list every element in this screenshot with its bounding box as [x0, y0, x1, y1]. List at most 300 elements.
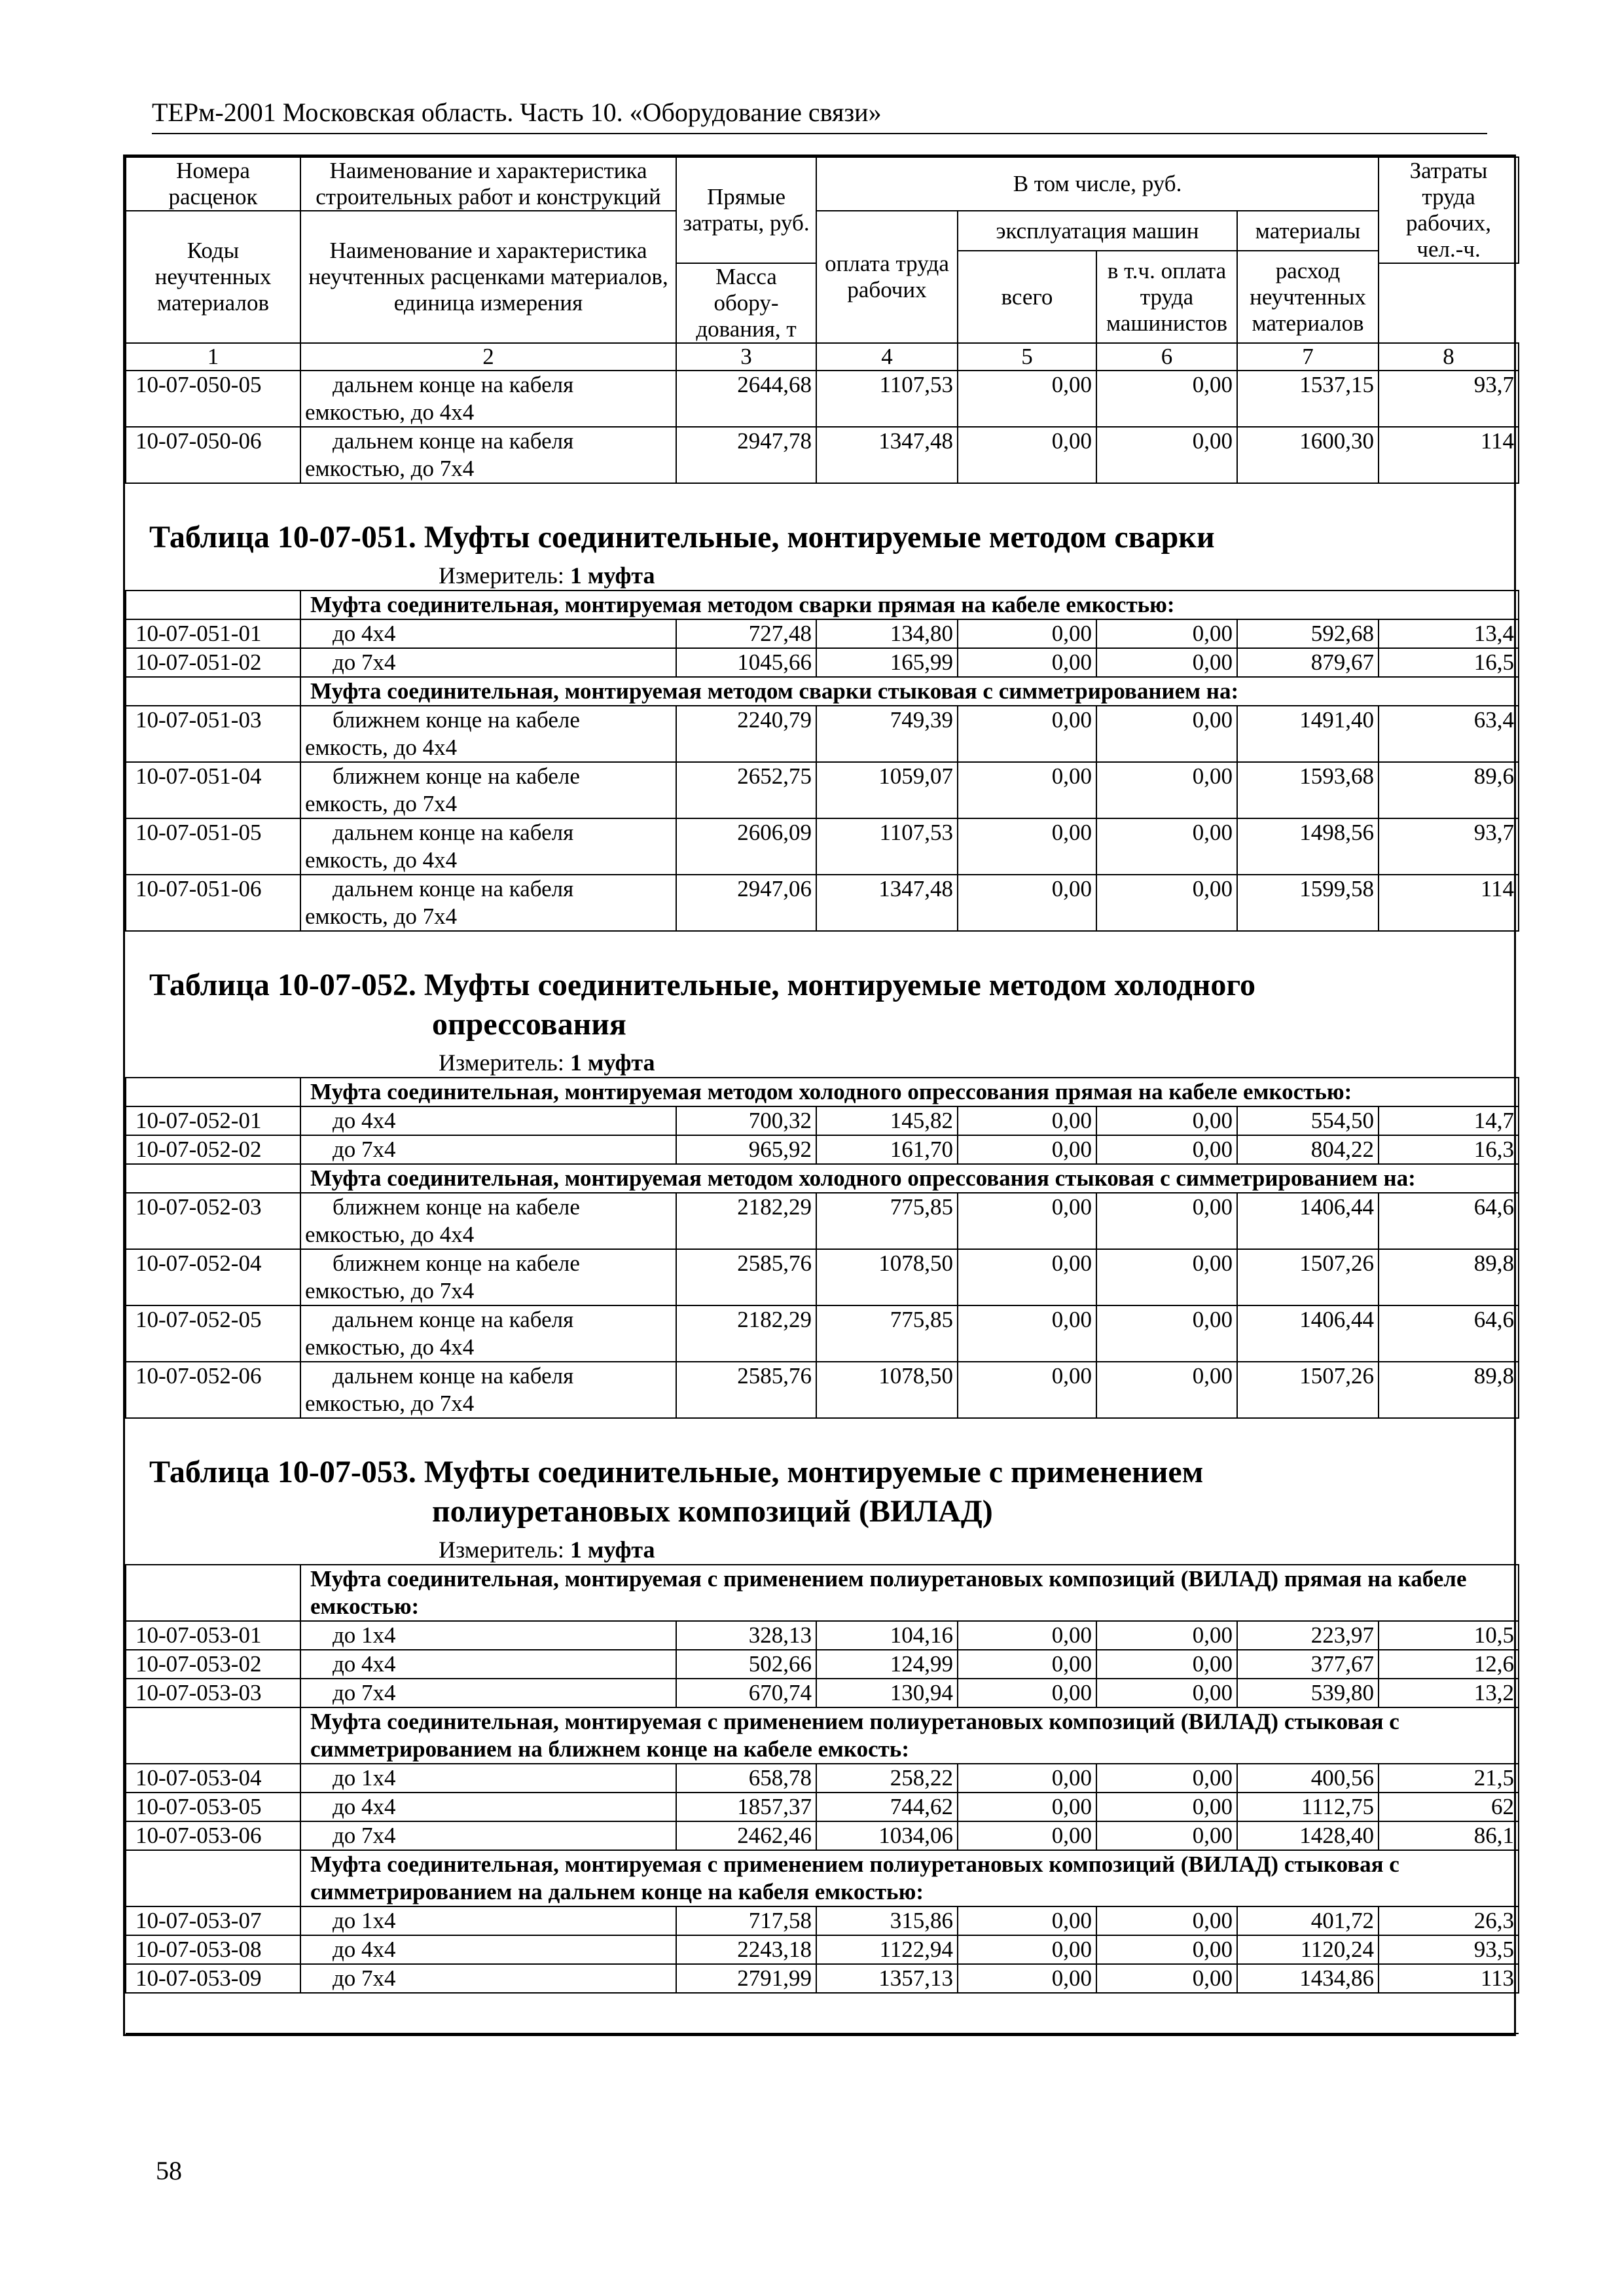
- machines-total: 0,00: [958, 619, 1096, 648]
- direct-cost: 700,32: [676, 1106, 816, 1135]
- work-name: [300, 1821, 676, 1850]
- machines-total: 0,00: [958, 1679, 1096, 1707]
- materials-cost: 592,68: [1237, 619, 1379, 648]
- direct-cost: 2182,29: [676, 1193, 816, 1249]
- rate-code: 10-07-052-03: [126, 1193, 300, 1249]
- table-row: [126, 1650, 1519, 1679]
- direct-cost: 2606,09: [676, 818, 816, 875]
- table-head: [126, 157, 1519, 371]
- table-row: [126, 762, 1519, 818]
- section-title: Муфта соединительная, монтируемая методом холодного опрессования прямая на кабеле емкостью:: [300, 1078, 1519, 1106]
- materials-cost: 1120,24: [1237, 1935, 1379, 1964]
- table-title-line2: опрессования: [432, 1007, 626, 1042]
- table-row: [126, 1964, 1519, 1993]
- machines-labor: 0,00: [1096, 1793, 1237, 1821]
- materials-cost: 400,56: [1237, 1764, 1379, 1793]
- table-title-line1: Таблица 10-07-053. Муфты соединительные, монтируемые с применением: [149, 1455, 1204, 1489]
- work-name-line2: емкостью, до 4х4: [305, 399, 475, 425]
- labor-hours: 93,7: [1379, 371, 1519, 427]
- machines-total: 0,00: [958, 648, 1096, 677]
- machines-total: 0,00: [958, 1135, 1096, 1164]
- table-title-line1: Таблица 10-07-052. Муфты соединительные, монтируемые методом холодного: [149, 968, 1256, 1002]
- section-header-row: [126, 677, 1519, 706]
- labor-hours: 16,5: [1379, 648, 1519, 677]
- section-header-row: [126, 1850, 1519, 1906]
- work-name: [300, 1135, 676, 1164]
- col-materials-unacc-header: расход неучтенных материалов: [1237, 251, 1379, 343]
- direct-cost: 2791,99: [676, 1964, 816, 1993]
- meter: [130, 1044, 1515, 1077]
- labor-hours: 64,6: [1379, 1305, 1519, 1362]
- work-name: [300, 1793, 676, 1821]
- labor-hours: 16,3: [1379, 1135, 1519, 1164]
- table-title: [130, 1419, 1515, 1531]
- labor-pay: 104,16: [816, 1621, 958, 1650]
- document-title: ТЕРм-2001 Московская область. Часть 10. «Оборудование связи»: [152, 98, 882, 127]
- rate-code: 10-07-053-05: [126, 1793, 300, 1821]
- direct-cost: 2652,75: [676, 762, 816, 818]
- labor-hours: 62: [1379, 1793, 1519, 1821]
- materials-cost: 1507,26: [1237, 1362, 1379, 1418]
- spacer-cell: [126, 1993, 1519, 2033]
- machines-total: 0,00: [958, 1764, 1096, 1793]
- direct-cost: 2585,76: [676, 1249, 816, 1305]
- work-name-line1: ближнем конце на кабеле: [333, 763, 580, 789]
- column-number-row: [126, 343, 1519, 371]
- labor-pay: 1107,53: [816, 818, 958, 875]
- labor-hours: 63,4: [1379, 706, 1519, 762]
- materials-cost: 879,67: [1237, 648, 1379, 677]
- labor-pay: 744,62: [816, 1793, 958, 1821]
- rates-table: [125, 156, 1519, 2034]
- machines-labor: 0,00: [1096, 1193, 1237, 1249]
- column-number: 6: [1096, 343, 1237, 371]
- section-empty-cell: [126, 1707, 300, 1764]
- labor-hours: 89,6: [1379, 762, 1519, 818]
- machines-total: 0,00: [958, 762, 1096, 818]
- direct-cost: 727,48: [676, 619, 816, 648]
- machines-labor: 0,00: [1096, 1621, 1237, 1650]
- work-name-line1: до 4х4: [333, 1651, 396, 1677]
- section-title: Муфта соединительная, монтируемая с применением полиуретановых композиций (ВИЛАД) стыковая с симметрированием на ближнем конце на кабеле емкость:: [300, 1707, 1519, 1764]
- work-name-line2: емкость, до 7х4: [305, 903, 458, 929]
- rate-code: 10-07-053-09: [126, 1964, 300, 1993]
- section-title: Муфта соединительная, монтируемая с применением полиуретановых композиций (ВИЛАД) прямая на кабеле емкостью:: [300, 1565, 1519, 1621]
- machines-labor: 0,00: [1096, 1935, 1237, 1964]
- work-name: [300, 1650, 676, 1679]
- work-name-line1: до 7х4: [333, 1680, 396, 1705]
- labor-hours: 89,8: [1379, 1249, 1519, 1305]
- work-name-line1: дальнем конце на кабеля: [333, 372, 574, 397]
- machines-labor: 0,00: [1096, 1764, 1237, 1793]
- work-name-line1: до 7х4: [333, 649, 396, 675]
- work-name: [300, 1764, 676, 1793]
- table-title-cell: [126, 931, 1519, 1078]
- machines-total: 0,00: [958, 706, 1096, 762]
- meter-label: Измеритель:: [439, 1537, 564, 1563]
- labor-pay: 1059,07: [816, 762, 958, 818]
- column-number: 1: [126, 343, 300, 371]
- machines-total: 0,00: [958, 1362, 1096, 1418]
- work-name-line2: емкость, до 4х4: [305, 847, 458, 873]
- section-empty-cell: [126, 1850, 300, 1906]
- col-equipment-mass-header: Масса обору-дования, т: [676, 263, 816, 343]
- machines-labor: 0,00: [1096, 619, 1237, 648]
- direct-cost: 2182,29: [676, 1305, 816, 1362]
- col-codes-header: Коды неучтенных материалов: [126, 211, 300, 343]
- materials-cost: 1507,26: [1237, 1249, 1379, 1305]
- table-title-row: [126, 931, 1519, 1078]
- materials-cost: 554,50: [1237, 1106, 1379, 1135]
- labor-pay: 1107,53: [816, 371, 958, 427]
- direct-cost: 2585,76: [676, 1362, 816, 1418]
- work-name-line1: ближнем конце на кабеле: [333, 707, 580, 733]
- materials-cost: 1498,56: [1237, 818, 1379, 875]
- machines-labor: 0,00: [1096, 1650, 1237, 1679]
- table-row: [126, 875, 1519, 931]
- materials-cost: 401,72: [1237, 1906, 1379, 1935]
- rate-code: 10-07-051-02: [126, 648, 300, 677]
- materials-cost: 804,22: [1237, 1135, 1379, 1164]
- column-number: 3: [676, 343, 816, 371]
- machines-total: 0,00: [958, 371, 1096, 427]
- work-name: [300, 648, 676, 677]
- work-name: [300, 619, 676, 648]
- work-name-line2: емкость, до 4х4: [305, 735, 458, 760]
- machines-labor: 0,00: [1096, 1249, 1237, 1305]
- labor-pay: 775,85: [816, 1305, 958, 1362]
- machines-labor: 0,00: [1096, 875, 1237, 931]
- col-including-header: В том числе, руб.: [816, 157, 1379, 211]
- rate-code: 10-07-051-05: [126, 818, 300, 875]
- work-name: [300, 818, 676, 875]
- work-name: [300, 875, 676, 931]
- labor-hours: 113: [1379, 1964, 1519, 1993]
- table-title-row: [126, 483, 1519, 591]
- rate-code: 10-07-053-03: [126, 1679, 300, 1707]
- meter-label: Измеритель:: [439, 562, 564, 589]
- machines-labor: 0,00: [1096, 1362, 1237, 1418]
- materials-cost: 539,80: [1237, 1679, 1379, 1707]
- rate-code: 10-07-053-01: [126, 1621, 300, 1650]
- labor-pay: 1078,50: [816, 1249, 958, 1305]
- labor-hours: 13,2: [1379, 1679, 1519, 1707]
- machines-total: 0,00: [958, 427, 1096, 483]
- table-title: [130, 484, 1515, 557]
- rate-code: 10-07-050-06: [126, 427, 300, 483]
- work-name: [300, 1964, 676, 1993]
- rate-code: 10-07-053-02: [126, 1650, 300, 1679]
- materials-cost: 1600,30: [1237, 427, 1379, 483]
- work-name-line1: до 1х4: [333, 1622, 396, 1648]
- labor-hours: 13,4: [1379, 619, 1519, 648]
- work-name-line1: до 4х4: [333, 1937, 396, 1962]
- page-number: 58: [156, 2156, 182, 2185]
- work-name-line1: до 4х4: [333, 1794, 396, 1819]
- work-name: [300, 1249, 676, 1305]
- work-name-line1: ближнем конце на кабеле: [333, 1250, 580, 1276]
- labor-pay: 124,99: [816, 1650, 958, 1679]
- materials-cost: 1434,86: [1237, 1964, 1379, 1993]
- table-title-cell: [126, 1418, 1519, 1565]
- work-name-line1: ближнем конце на кабеле: [333, 1194, 580, 1220]
- section-empty-cell: [126, 591, 300, 619]
- rate-code: 10-07-052-04: [126, 1249, 300, 1305]
- rate-code: 10-07-051-01: [126, 619, 300, 648]
- labor-pay: 1357,13: [816, 1964, 958, 1993]
- materials-cost: 1599,58: [1237, 875, 1379, 931]
- materials-cost: 1537,15: [1237, 371, 1379, 427]
- materials-cost: 1491,40: [1237, 706, 1379, 762]
- work-name-line2: емкостью, до 4х4: [305, 1222, 475, 1247]
- table-title-cell: [126, 483, 1519, 591]
- section-title: Муфта соединительная, монтируемая методом холодного опрессования стыковая с симметрированием на:: [300, 1164, 1519, 1193]
- machines-total: 0,00: [958, 1249, 1096, 1305]
- section-header-row: [126, 1565, 1519, 1621]
- machines-total: 0,00: [958, 818, 1096, 875]
- direct-cost: 670,74: [676, 1679, 816, 1707]
- materials-cost: 1406,44: [1237, 1193, 1379, 1249]
- direct-cost: 2947,78: [676, 427, 816, 483]
- table-title-line2: полиуретановых композиций (ВИЛАД): [432, 1494, 993, 1529]
- labor-pay: 749,39: [816, 706, 958, 762]
- labor-pay: 130,94: [816, 1679, 958, 1707]
- work-name-line2: емкостью, до 7х4: [305, 456, 475, 481]
- labor-hours: 86,1: [1379, 1821, 1519, 1850]
- labor-pay: 1034,06: [816, 1821, 958, 1850]
- direct-cost: 965,92: [676, 1135, 816, 1164]
- section-header-row: [126, 591, 1519, 619]
- section-header-row: [126, 1707, 1519, 1764]
- machines-labor: 0,00: [1096, 818, 1237, 875]
- machines-total: 0,00: [958, 1193, 1096, 1249]
- table-row: [126, 1621, 1519, 1650]
- section-title: Муфта соединительная, монтируемая методом сварки прямая на кабеле емкостью:: [300, 591, 1519, 619]
- meter: [130, 1531, 1515, 1564]
- work-name: [300, 1935, 676, 1964]
- work-name-line1: до 4х4: [333, 1108, 396, 1133]
- work-name-line2: емкость, до 7х4: [305, 791, 458, 816]
- table-title-row: [126, 1418, 1519, 1565]
- work-name-line1: дальнем конце на кабеля: [333, 428, 574, 454]
- work-name-line1: до 7х4: [333, 1965, 396, 1991]
- work-name: [300, 1906, 676, 1935]
- machines-labor: 0,00: [1096, 371, 1237, 427]
- work-name-line1: до 1х4: [333, 1765, 396, 1791]
- materials-cost: 1406,44: [1237, 1305, 1379, 1362]
- table-row: [126, 1135, 1519, 1164]
- machines-total: 0,00: [958, 1935, 1096, 1964]
- direct-cost: 1045,66: [676, 648, 816, 677]
- work-name: [300, 762, 676, 818]
- work-name: [300, 1679, 676, 1707]
- table-row: [126, 1935, 1519, 1964]
- rate-code: 10-07-050-05: [126, 371, 300, 427]
- rate-code: 10-07-051-06: [126, 875, 300, 931]
- direct-cost: 717,58: [676, 1906, 816, 1935]
- work-name-line1: дальнем конце на кабеля: [333, 820, 574, 845]
- labor-hours: 10,5: [1379, 1621, 1519, 1650]
- table-title: [130, 932, 1515, 1044]
- labor-pay: 1347,48: [816, 427, 958, 483]
- rate-code: 10-07-051-04: [126, 762, 300, 818]
- machines-total: 0,00: [958, 1106, 1096, 1135]
- meter: [130, 557, 1515, 590]
- section-header-row: [126, 1164, 1519, 1193]
- rate-code: 10-07-051-03: [126, 706, 300, 762]
- table-row: [126, 1793, 1519, 1821]
- machines-labor: 0,00: [1096, 762, 1237, 818]
- section-empty-cell: [126, 1164, 300, 1193]
- machines-labor: 0,00: [1096, 706, 1237, 762]
- labor-pay: 315,86: [816, 1906, 958, 1935]
- machines-labor: 0,00: [1096, 1135, 1237, 1164]
- materials-cost: 1428,40: [1237, 1821, 1379, 1850]
- table-row: [126, 1106, 1519, 1135]
- direct-cost: 2947,06: [676, 875, 816, 931]
- direct-cost: 502,66: [676, 1650, 816, 1679]
- table-bottom-spacer: [126, 1993, 1519, 2033]
- work-name-line1: дальнем конце на кабеля: [333, 1363, 574, 1389]
- machines-labor: 0,00: [1096, 1106, 1237, 1135]
- work-name-line1: дальнем конце на кабеля: [333, 876, 574, 902]
- work-name: [300, 1305, 676, 1362]
- column-number: 7: [1237, 343, 1379, 371]
- section-empty-cell: [126, 1565, 300, 1621]
- col-materials-header: материалы: [1237, 211, 1379, 251]
- labor-hours: 14,7: [1379, 1106, 1519, 1135]
- work-name: [300, 1362, 676, 1418]
- work-name: [300, 1193, 676, 1249]
- work-name: [300, 427, 676, 483]
- labor-hours: 89,8: [1379, 1362, 1519, 1418]
- col-numbers-header: Номера расценок: [126, 157, 300, 211]
- labor-pay: 775,85: [816, 1193, 958, 1249]
- labor-pay: 134,80: [816, 619, 958, 648]
- work-name: [300, 371, 676, 427]
- rate-code: 10-07-053-08: [126, 1935, 300, 1964]
- work-name-line1: до 4х4: [333, 621, 396, 646]
- machines-labor: 0,00: [1096, 1906, 1237, 1935]
- page-header: [152, 97, 1487, 134]
- labor-pay: 145,82: [816, 1106, 958, 1135]
- machines-labor: 0,00: [1096, 427, 1237, 483]
- machines-labor: 0,00: [1096, 648, 1237, 677]
- section-empty-cell: [126, 677, 300, 706]
- table-row: [126, 1193, 1519, 1249]
- materials-cost: 1593,68: [1237, 762, 1379, 818]
- machines-labor: 0,00: [1096, 1821, 1237, 1850]
- direct-cost: 2240,79: [676, 706, 816, 762]
- table-row: [126, 427, 1519, 483]
- labor-hours: 93,7: [1379, 818, 1519, 875]
- machines-total: 0,00: [958, 1305, 1096, 1362]
- col-machines-incl-header: в т.ч. оплата труда машинистов: [1096, 251, 1237, 343]
- machines-labor: 0,00: [1096, 1679, 1237, 1707]
- col-machines-total-header: всего: [958, 251, 1096, 343]
- table-body: [126, 371, 1519, 2033]
- direct-cost: 658,78: [676, 1764, 816, 1793]
- section-title: Муфта соединительная, монтируемая с применением полиуретановых композиций (ВИЛАД) стыковая с симметрированием на дальнем конце на кабеля емкостью:: [300, 1850, 1519, 1906]
- section-header-row: [126, 1078, 1519, 1106]
- direct-cost: 1857,37: [676, 1793, 816, 1821]
- table-row: [126, 818, 1519, 875]
- col-machines-header: эксплуатация машин: [958, 211, 1237, 251]
- labor-pay: 258,22: [816, 1764, 958, 1793]
- meter-label: Измеритель:: [439, 1049, 564, 1076]
- direct-cost: 2644,68: [676, 371, 816, 427]
- table-row: [126, 1821, 1519, 1850]
- materials-cost: 1112,75: [1237, 1793, 1379, 1821]
- labor-hours: 12,6: [1379, 1650, 1519, 1679]
- work-name-line2: емкостью, до 4х4: [305, 1334, 475, 1360]
- materials-cost: 223,97: [1237, 1621, 1379, 1650]
- col-direct-header: Прямые затраты, руб.: [676, 157, 816, 263]
- work-name: [300, 706, 676, 762]
- work-name-line1: до 7х4: [333, 1823, 396, 1848]
- table-row: [126, 1764, 1519, 1793]
- direct-cost: 2243,18: [676, 1935, 816, 1964]
- rate-code: 10-07-053-06: [126, 1821, 300, 1850]
- labor-hours: 114: [1379, 427, 1519, 483]
- direct-cost: 2462,46: [676, 1821, 816, 1850]
- labor-hours: 21,5: [1379, 1764, 1519, 1793]
- table-row: [126, 706, 1519, 762]
- column-number: 8: [1379, 343, 1519, 371]
- labor-pay: 161,70: [816, 1135, 958, 1164]
- labor-pay: 1078,50: [816, 1362, 958, 1418]
- labor-hours: 114: [1379, 875, 1519, 931]
- labor-pay: 165,99: [816, 648, 958, 677]
- table-row: [126, 619, 1519, 648]
- machines-total: 0,00: [958, 875, 1096, 931]
- machines-total: 0,00: [958, 1964, 1096, 1993]
- meter-value: 1 муфта: [569, 1537, 655, 1563]
- col-labor-cost-header: Затраты труда рабочих, чел.-ч.: [1379, 157, 1519, 263]
- labor-pay: 1122,94: [816, 1935, 958, 1964]
- meter-value: 1 муфта: [569, 1049, 655, 1076]
- work-name: [300, 1621, 676, 1650]
- materials-cost: 377,67: [1237, 1650, 1379, 1679]
- rate-code: 10-07-053-07: [126, 1906, 300, 1935]
- labor-hours: 26,3: [1379, 1906, 1519, 1935]
- rate-code: 10-07-052-05: [126, 1305, 300, 1362]
- table-row: [126, 1679, 1519, 1707]
- meter-value: 1 муфта: [569, 562, 655, 589]
- section-title: Муфта соединительная, монтируемая методом сварки стыковая с симметрированием на:: [300, 677, 1519, 706]
- section-empty-cell: [126, 1078, 300, 1106]
- labor-hours: 93,5: [1379, 1935, 1519, 1964]
- machines-total: 0,00: [958, 1821, 1096, 1850]
- table-row: [126, 1906, 1519, 1935]
- column-number: 4: [816, 343, 958, 371]
- table-row: [126, 648, 1519, 677]
- column-number: 5: [958, 343, 1096, 371]
- rate-code: 10-07-052-02: [126, 1135, 300, 1164]
- rate-code: 10-07-052-01: [126, 1106, 300, 1135]
- work-name-line2: емкостью, до 7х4: [305, 1391, 475, 1416]
- work-name-line1: дальнем конце на кабеля: [333, 1307, 574, 1332]
- work-name: [300, 1106, 676, 1135]
- work-name-line1: до 1х4: [333, 1908, 396, 1933]
- labor-hours: 64,6: [1379, 1193, 1519, 1249]
- machines-labor: 0,00: [1096, 1305, 1237, 1362]
- col-labor-pay-header: оплата труда рабочих: [816, 211, 958, 343]
- direct-cost: 328,13: [676, 1621, 816, 1650]
- machines-total: 0,00: [958, 1621, 1096, 1650]
- machines-total: 0,00: [958, 1906, 1096, 1935]
- rates-sheet: [123, 155, 1516, 2036]
